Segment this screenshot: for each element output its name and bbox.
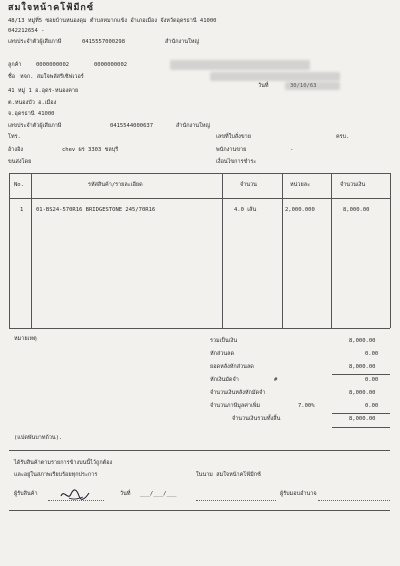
payment-terms-label: เงื่อนไขการชำระ (216, 159, 257, 165)
receiver-signature (58, 487, 92, 503)
customer-name: หจก. สมใจพลัสรีเซิฟเวอร์ (20, 74, 84, 80)
total-label-discount: หักส่วนลด (210, 351, 235, 357)
received-note-2: และอยู่ในสภาพเรียบร้อยทุกประการ (14, 472, 98, 478)
company-name: สมใจหน้าคโฟ้มีกซ์ (8, 3, 94, 13)
receiver-label: ผู้รับสินค้า (14, 491, 38, 497)
col-header-amount: จำนวนเงิน (340, 182, 366, 188)
seller-label: พนักงานขาย (216, 147, 247, 153)
total-label-subtotal: รวมเป็นเงิน (210, 338, 238, 344)
date-label: วันที่ (258, 83, 269, 89)
reference-value: chev ผร 3303 ชลบุรี (62, 147, 119, 153)
customer-tax-label: เลขประจำตัวผู้เสียภาษี (8, 123, 62, 129)
total-label-after-deposit: จำนวนเงินหลังหักมัดจำ (210, 390, 266, 396)
authorized-label: ผู้รับมอบอำนาจ (280, 491, 317, 497)
receiver-date-blank: ___/___/___ (140, 491, 177, 497)
col-header-no: No. (14, 182, 24, 188)
receiver-date-label: วันที่ (120, 491, 131, 497)
customer-tax-id: 0415544000637 (110, 123, 154, 129)
company-phone: 042212654 - (8, 28, 45, 34)
total-label-grand: จำนวนเงินรวมทั้งสิ้น (232, 416, 281, 422)
date-value: 30/10/63 (290, 83, 317, 89)
redacted-area (210, 72, 340, 81)
total-value-after-discount: 8,000.00 (349, 364, 376, 370)
company-tax-label: เลขประจำตัวผู้เสียภาษี (8, 39, 62, 45)
total-value-deposit: 0.00 (365, 377, 379, 383)
total-value-subtotal: 8,000.00 (349, 338, 376, 344)
total-value-discount: 0.00 (365, 351, 379, 357)
total-value-vat: 0.00 (365, 403, 379, 409)
reference-label: อ้างอิง (8, 147, 24, 153)
company-address: 48/13 หมู่ที่5 ซอยบ้านหนองดุม ตำบลหมากแข้ง อำเภอเมือง จังหวัดอุดรธานี 41000 (8, 18, 217, 24)
col-header-quantity: จำนวน (240, 182, 257, 188)
row-no: 1 (20, 207, 24, 213)
redacted-area (170, 60, 310, 70)
col-header-description: รหัสสินค้า/รายละเอียด (88, 182, 143, 188)
col-header-unit-price: หน่วยละ (290, 182, 311, 188)
total-value-after-deposit: 8,000.00 (349, 390, 376, 396)
customer-code-label: ลูกค้า (8, 62, 22, 68)
company-branch: สำนักงานใหญ่ (165, 39, 200, 45)
row-unit-price: 2,000.000 (285, 207, 315, 213)
phone-label: โทร. (8, 134, 21, 140)
customer-address-2: ต.หนองบัว อ.เมือง (8, 100, 57, 106)
order-number-label: เลขที่ใบสั่งขาย (216, 134, 251, 140)
total-label-vat: จำนวนภาษีมูลค่าเพิ่ม (210, 403, 261, 409)
row-quantity: 4.0 เส้น (234, 207, 257, 213)
shipping-label: ขนส่งโดย (8, 159, 32, 165)
row-amount: 8,000.00 (343, 207, 370, 213)
customer-code-1: 0000000002 (36, 62, 70, 68)
customer-code-2: 0000000002 (94, 62, 128, 68)
customer-address-3: จ.อุดรธานี 41000 (8, 111, 55, 117)
on-behalf-of: ในนาม สมใจหน้าคโฟ้มีกซ์ (196, 472, 261, 478)
customer-name-label: ชื่อ (8, 74, 16, 80)
notes-label: หมายเหตุ (14, 336, 37, 342)
credit-label: ครบ. (336, 134, 350, 140)
seller-value: - (290, 147, 294, 153)
total-label-deposit: หักเงินมัดจำ (210, 377, 239, 383)
amount-in-words: (แปดพันบาทถ้วน). (14, 435, 63, 441)
customer-address-1: 41 หมู่ 1 อ.อุดร-หนองคาย (8, 88, 79, 94)
customer-branch: สำนักงานใหญ่ (176, 123, 211, 129)
received-note-1: ได้รับสินค้าตามรายการข้างบนนี้ไว้ถูกต้อง (14, 460, 113, 466)
company-tax-id: 0415557000298 (82, 39, 126, 45)
row-description: 01-BS24-570R16 BRIDGESTONE 245/70R16 (36, 207, 156, 213)
deposit-hash: # (274, 377, 278, 383)
total-value-grand: 8,000.00 (349, 416, 376, 422)
total-label-after-discount: ยอดหลังหักส่วนลด (210, 364, 254, 370)
vat-rate: 7.00% (298, 403, 315, 409)
